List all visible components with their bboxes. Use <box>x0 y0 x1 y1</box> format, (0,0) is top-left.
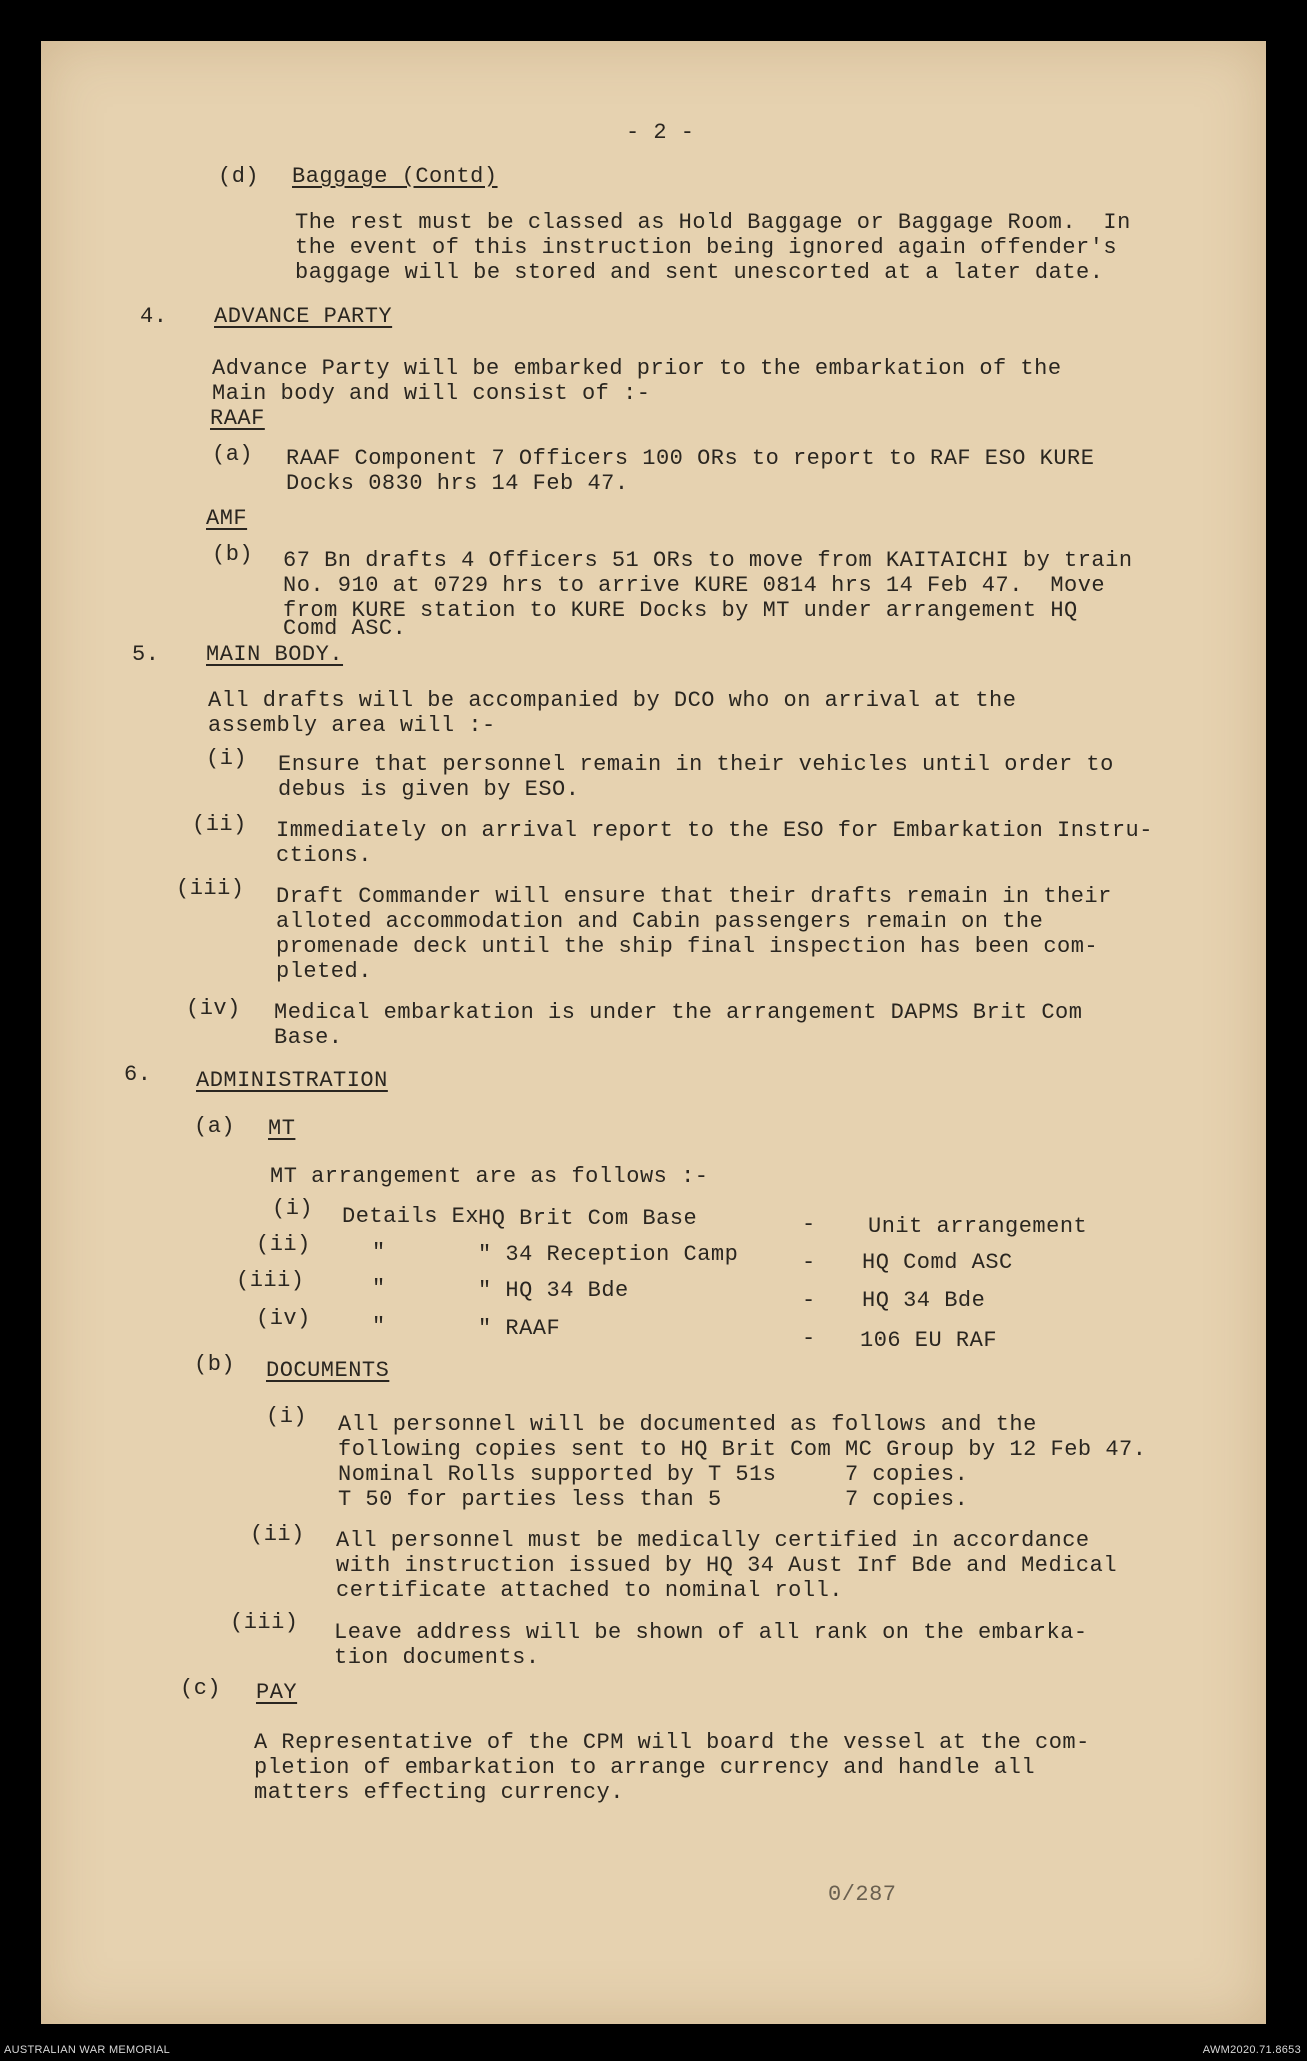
section-6b-ii-number: (ii) <box>250 1522 305 1547</box>
section-6-number: 6. <box>124 1062 152 1087</box>
section-4a-line: Docks 0830 hrs 14 Feb 47. <box>286 471 629 496</box>
section-6c-line: A Representative of the CPM will board the vessel at the com- <box>254 1730 1090 1755</box>
mt-row-ditto: " <box>372 1314 386 1339</box>
section-6b-iii-number: (iii) <box>230 1610 299 1635</box>
section-6b-ii-line: certificate attached to nominal roll. <box>336 1578 843 1603</box>
section-6b-iii-line: Leave address will be shown of all rank on the embarka- <box>334 1620 1088 1645</box>
section-5-iii-line: Draft Commander will ensure that their drafts remain in their <box>276 884 1112 909</box>
section-6c-title: PAY <box>256 1680 298 1705</box>
section-6a-number: (a) <box>194 1114 236 1139</box>
section-6b-iii-line: tion documents. <box>334 1645 540 1670</box>
section-d-number: (d) <box>218 164 260 189</box>
section-5-i-line: debus is given by ESO. <box>278 777 580 802</box>
section-5-number: 5. <box>132 642 160 667</box>
section-6c-line: pletion of embarkation to arrange currency and handle all <box>254 1755 1036 1780</box>
section-5-iv-line: Base. <box>274 1025 343 1050</box>
section-4-title: ADVANCE PARTY <box>214 304 393 329</box>
section-5-iii-line: promenade deck until the ship final inspection has been com- <box>276 934 1099 959</box>
section-4-line: Advance Party will be embarked prior to the embarkation of the <box>212 356 1062 381</box>
section-6b-ii-line: with instruction issued by HQ 34 Aust Inf Bde and Medical <box>336 1553 1118 1578</box>
mt-row-responsibility: 106 EU RAF <box>860 1328 998 1353</box>
section-5-i-line: Ensure that personnel remain in their vehicles until order to <box>278 752 1114 777</box>
raaf-heading: RAAF <box>210 406 265 431</box>
mt-row-responsibility: Unit arrangement <box>868 1214 1088 1239</box>
mt-row-number: (iii) <box>236 1268 305 1293</box>
section-5-iii-line: pleted. <box>276 959 372 984</box>
section-5-line: All drafts will be accompanied by DCO who on arrival at the <box>208 688 1017 713</box>
section-4b-line: Comd ASC. <box>283 616 407 641</box>
section-6c-number: (c) <box>180 1676 222 1701</box>
section-d-title: Baggage (Contd) <box>292 164 498 189</box>
section-5-line: assembly area will :- <box>208 713 496 738</box>
mt-row-number: (i) <box>272 1196 314 1221</box>
section-6-title: ADMINISTRATION <box>196 1068 388 1093</box>
section-5-iv-number: (iv) <box>186 996 241 1021</box>
mt-row-item: " HQ 34 Bde <box>478 1278 629 1303</box>
section-6b-i-line: following copies sent to HQ Brit Com MC Group by 12 Feb 47. <box>338 1437 1147 1462</box>
mt-row-responsibility: HQ Comd ASC <box>862 1250 1013 1275</box>
section-4a-line: RAAF Component 7 Officers 100 ORs to report to RAF ESO KURE <box>286 446 1095 471</box>
section-6b-ii-line: All personnel must be medically certified in accordance <box>336 1528 1090 1553</box>
mt-row-ditto: " <box>372 1240 386 1265</box>
section-4a-number: (a) <box>212 442 254 467</box>
mt-row-dash: - <box>802 1250 816 1275</box>
mt-row-number: (iv) <box>256 1306 311 1331</box>
mt-row-responsibility: HQ 34 Bde <box>862 1288 986 1313</box>
section-4b-number: (b) <box>212 542 254 567</box>
archive-reference: AWM2020.71.8653 <box>1202 2044 1301 2056</box>
section-6b-i-line: T 50 for parties less than 5 7 copies. <box>338 1487 969 1512</box>
section-5-ii-line: Immediately on arrival report to the ESO for Embarkation Instru- <box>276 818 1153 843</box>
section-4-line: Main body and will consist of :- <box>212 381 651 406</box>
section-d-line: the event of this instruction being ignored again offender's <box>295 235 1118 260</box>
section-d-line: baggage will be stored and sent unescorted at a later date. <box>295 260 1104 285</box>
section-6b-i-number: (i) <box>266 1404 308 1429</box>
mt-row-dash: - <box>802 1326 816 1351</box>
mt-row-ditto: Details Ex <box>342 1204 480 1229</box>
section-6b-number: (b) <box>194 1352 236 1377</box>
section-4b-line: 67 Bn drafts 4 Officers 51 ORs to move from KAITAICHI by train <box>283 548 1133 573</box>
amf-heading: AMF <box>206 506 248 531</box>
section-5-ii-line: ctions. <box>276 843 372 868</box>
document-page <box>41 41 1266 2024</box>
mt-row-number: (ii) <box>256 1232 311 1257</box>
section-6c-line: matters effecting currency. <box>254 1780 624 1805</box>
section-5-ii-number: (ii) <box>192 812 247 837</box>
section-5-iv-line: Medical embarkation is under the arrangement DAPMS Brit Com <box>274 1000 1083 1025</box>
archive-credit: AUSTRALIAN WAR MEMORIAL <box>4 2044 171 2056</box>
mt-row-dash: - <box>802 1212 816 1237</box>
section-6b-i-line: Nominal Rolls supported by T 51s 7 copies. <box>338 1462 969 1487</box>
mt-row-item: " 34 Reception Camp <box>478 1242 739 1267</box>
section-d-line: The rest must be classed as Hold Baggage or Baggage Room. In <box>295 210 1131 235</box>
section-5-iii-line: alloted accommodation and Cabin passengers remain on the <box>276 909 1044 934</box>
section-5-title: MAIN BODY. <box>206 642 344 667</box>
section-4b-line: No. 910 at 0729 hrs to arrive KURE 0814 hrs 14 Feb 47. Move <box>283 573 1106 598</box>
section-4b-line: from KURE station to KURE Docks by MT under arrangement HQ <box>283 598 1078 623</box>
section-5-i-number: (i) <box>206 746 248 771</box>
catchword: 0/287 <box>828 1882 897 1907</box>
mt-row-item: " RAAF <box>478 1316 561 1341</box>
section-6a-intro: MT arrangement are as follows :- <box>270 1164 709 1189</box>
section-4-number: 4. <box>140 304 168 329</box>
section-5-iii-number: (iii) <box>176 876 245 901</box>
mt-row-dash: - <box>802 1288 816 1313</box>
section-6a-title: MT <box>268 1116 296 1141</box>
section-6b-title: DOCUMENTS <box>266 1358 390 1383</box>
mt-row-item: HQ Brit Com Base <box>478 1206 698 1231</box>
mt-row-ditto: " <box>372 1276 386 1301</box>
page-number: - 2 - <box>626 120 695 145</box>
section-6b-i-line: All personnel will be documented as follows and the <box>338 1412 1037 1437</box>
